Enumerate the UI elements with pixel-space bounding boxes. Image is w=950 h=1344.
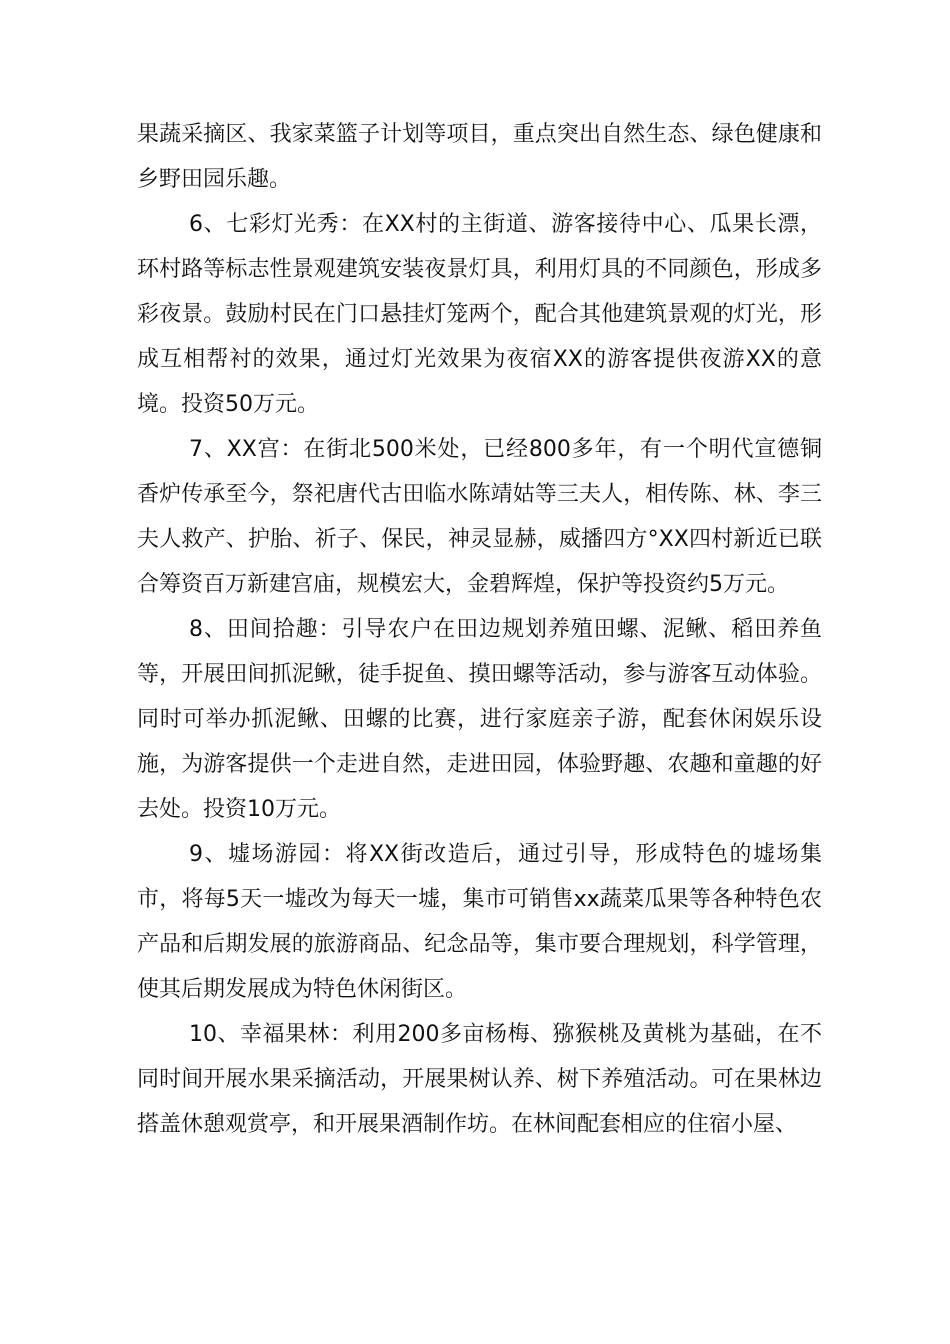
paragraph-item-7: 7、XX宫：在街北500米处，已经800多年，有一个明代宣德铜香炉传承至今，祭祀唐代古田临水陈靖姑等三夫人，相传陈、林、李三夫人救产、护胎、祈子、保民，神灵显赫，威播四方°XX四村新近已联合筹资百万新建宫庙，规模宏大，金碧辉煌，保护等投资约5万元。 [137, 437, 822, 597]
paragraph-continuation: 果蔬采摘区、我家菜篮子计划等项目，重点突出自然生态、绿色健康和乡野田园乐趣。 [137, 122, 822, 192]
paragraph-item-9: 9、墟场游园：将XX街改造后，通过引导，形成特色的墟场集市，将每5天一墟改为每天一墟，集市可销售xx蔬菜瓜果等各种特色农产品和后期发展的旅游商品、纪念品等，集市要合理规划，科学管理，使其后期发展成为特色休闲街区。 [137, 842, 822, 1002]
document-body [137, 112, 822, 1147]
paragraph-item-6: 6、七彩灯光秀：在XX村的主街道、游客接待中心、瓜果长漂，环村路等标志性景观建筑安装夜景灯具，利用灯具的不同颜色，形成多彩夜景。鼓励村民在门口悬挂灯笼两个，配合其他建筑景观的灯光，形成互相帮衬的效果，通过灯光效果为夜宿XX的游客提供夜游XX的意境。投资50万元。 [137, 212, 822, 417]
paragraph-item-10: 10、幸福果林：利用200多亩杨梅、猕猴桃及黄桃为基础，在不同时间开展水果采摘活动，开展果树认养、树下养殖活动。可在果林边搭盖休憩观赏亭，和开展果酒制作坊。在林间配套相应的住宿小屋、 [137, 1022, 822, 1137]
paragraph-item-8: 8、田间拾趣：引导农户在田边规划养殖田螺、泥鳅、稻田养鱼等，开展田间抓泥鳅，徒手捉鱼、摸田螺等活动，参与游客互动体验。同时可举办抓泥鳅、田螺的比赛，进行家庭亲子游，配套休闲娱乐设施，为游客提供一个走进自然，走进田园，体验野趣、农趣和童趣的好去处。投资10万元。 [137, 617, 822, 822]
